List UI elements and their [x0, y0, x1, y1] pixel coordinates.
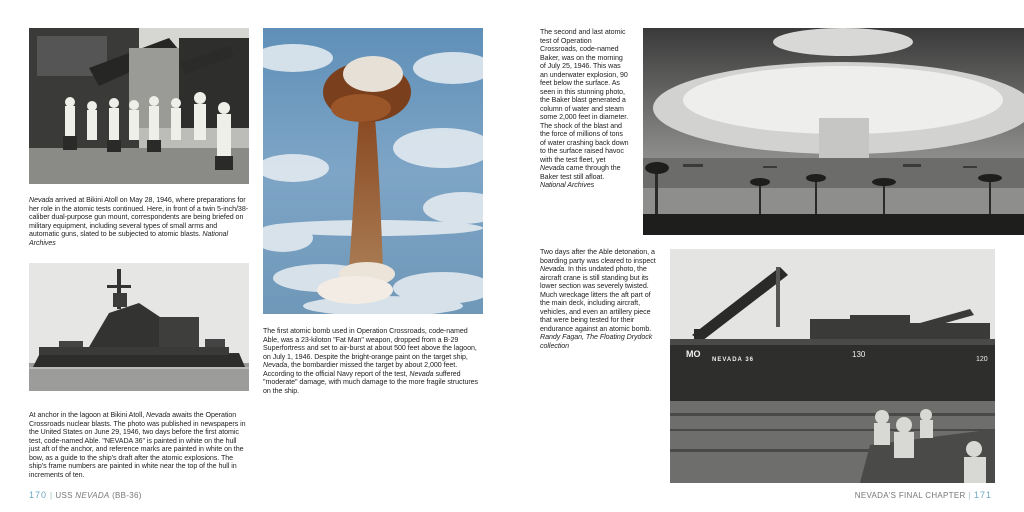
caption-boarding-party: Two days after the Able detonation, a boarding party was cleared to inspect Nevada. In this undated photo, the aircraft crane is still standing but its lower section was severely twisted. Much wreckage litters the aft part of the main deck, including aircraft, vehicles, and even an artillery piece that were being tested for their endurance against an atomic bomb. Randy Fagan, The Floating Drydock collection [540, 248, 656, 350]
photo-nevada-at-anchor [29, 263, 249, 391]
hull-mark-name: NEVADA 36 [712, 357, 755, 363]
hull-mark-frame-120: 120 [976, 356, 988, 363]
caption-nevada-at-anchor: At anchor in the lagoon at Bikini Atoll, Nevada awaits the Operation Crossroads nuclear blasts. The photo was published in newspapers in the United States on June 29, 1946, two days before the first atomic test, code-named Able. "NEVADA 36" is painted in white on the hull just aft of the anchor, and reference marks are painted in white on the bow, as a guide to the ship's draft after the atomic explosions. The ship's frame numbers are painted in white near the top of the hull in increments of ten. [29, 411, 246, 479]
folio-separator-left: | [50, 491, 53, 500]
folio-left: 170 | USS NEVADA (BB-36) [29, 490, 142, 500]
photo-correspondents-briefing [29, 28, 249, 184]
caption-able-test: The first atomic bomb used in Operation Crossroads, code-named Able, was a 23-kiloton "Fat Man" weapon, dropped from a B-29 Superfortress and set to air-burst at about 500 feet above the lagoon, on July 1, 1946. Despite the bright-orange paint on the target ship, Nevada, the bombardier missed the target by about 2,000 feet. According to the official Navy report of the test, Nevada suffered "moderate" damage, with much damage to the more fragile structures on the ship. [263, 327, 479, 395]
caption-baker-test: The second and last atomic test of Operation Crossroads, code-named Baker, was on the morning of July 25, 1946. This was an underwater explosion, 90 feet below the surface. As seen in this stunning photo, the Baker blast generated a column of water and steam some 2,000 feet in diameter. The shock of the blast and the force of millions of tons of water crashing back down to the surface raised havoc with the test fleet, yet Nevada came through the Baker test still afloat. National Archives [540, 28, 629, 189]
hull-mark-frame-130: 130 [852, 350, 866, 359]
page-number-left: 170 [29, 490, 48, 500]
photo-boarding-party [670, 249, 995, 483]
photo-baker-explosion [643, 28, 1024, 235]
folio-title-right: NEVADA'S FINAL CHAPTER [854, 491, 966, 500]
photo-able-mushroom-cloud [263, 28, 483, 314]
page-number-right: 171 [973, 490, 992, 500]
folio-separator-right: | [968, 491, 971, 500]
hull-mark-bow: MO [686, 349, 701, 359]
folio-right [855, 490, 992, 500]
caption-correspondents: Nevada arrived at Bikini Atoll on May 28, 1946, where preparations for her role in the atomic tests continued. Here, in front of a twin 5-inch/38-caliber dual-purpose gun mount, correspondents are being briefed on military equipment, including several types of small arms and automatic guns, slated to be subjected to atomic blasts. National Archives [29, 196, 249, 247]
